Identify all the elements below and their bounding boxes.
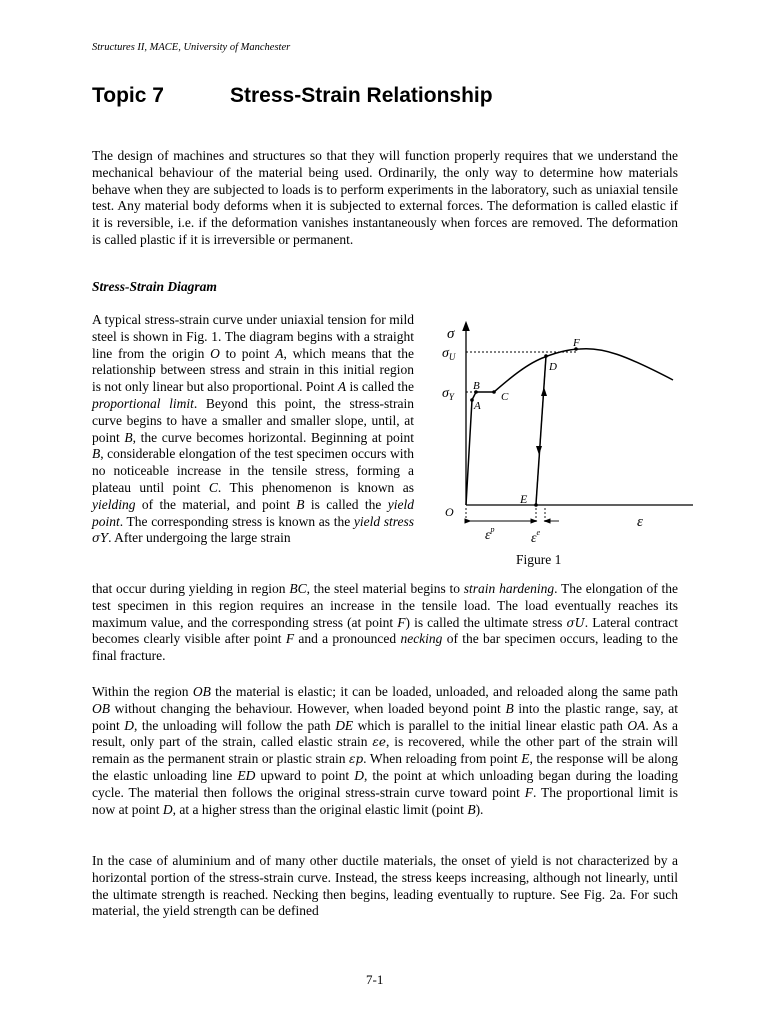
page-title [92,84,493,108]
sigma-u-symbol: σU [566,615,585,630]
label-F: F [573,337,580,349]
label-O: O [445,505,454,519]
stress-strain-diagram [425,318,700,580]
label-A: A [474,400,481,412]
label-C: C [501,391,509,403]
page-number: 7-1 [366,972,384,987]
aluminium-paragraph: In the case of aluminium and of many other ductile materials, the onset of yield is not characterized by a horizontal portion of the stress-strain curve. Instead, the stress keeps increasing, although not linearly, until the ultimate strength is reached. Necking then begins, leading eventually to rupture. See Fig. 2a. For such material, the yield strength can be defined [92,853,678,919]
eps-e-symbol: εe [372,735,386,750]
point-E [534,503,538,507]
stress-strain-curve [466,349,673,505]
wrapped-paragraph: A typical stress-strain curve under uniaxial tension for mild steel is shown in Fig. 1. The diagram begins with a straight line from the origin O to point A, which means that the relationship between stress and strain in this initial region is not only linear but also proportional. Point A is called the proportional limit. Beyond this point, the stress-strain curve begins to have a smaller and smaller slope, until, at point B, the curve becomes horizontal. Beginning at point B, considerable elongation of the test specimen occurs with no noticeable increase in the tensile stress, forming a plateau until point C. This phenomenon is known as yielding of the material, and point B is called the yield point. The corresponding stress is known as the yield stress σY. After undergoing the large strain [92,312,414,546]
epsilon-axis-label: ε [637,514,643,530]
running-header: Structures II, MACE, University of Manchester [92,42,291,53]
label-E: E [520,492,528,506]
sigma-y-label: $\sigma_Y$ [442,386,454,402]
label-B: B [473,380,480,392]
unload-arrow [536,446,542,455]
sigma-u-label: $\sigma_U$ [442,346,456,362]
section-heading: Stress-Strain Diagram [92,279,217,294]
label-D: D [549,361,557,373]
eps-p-label: $\varepsilon^p$ [485,525,495,543]
sigma-y-symbol: σY [92,531,109,546]
reload-arrow [541,387,547,396]
point-D [544,354,548,358]
topic-title: Stress-Strain Relationship [230,84,493,107]
reloading-line [536,356,546,504]
eps-e-label: $\varepsilon^e$ [531,528,541,546]
point-C [492,390,496,394]
continued-paragraph: that occur during yielding in region BC, the steel material begins to strain hardening. The elongation of the test specimen in this region requires an increase in the tensile load. The load eventually reaches its maximum value, and the corresponding stress (at point F) is called the ultimate stress σU. Lateral contract becomes clearly visible after point F and a pronounced necking of the bar specimen occurs, leading to the final fracture. [92,581,679,664]
stress-strain-figure [425,318,700,580]
figure-caption: Figure 1 [516,552,562,567]
intro-paragraph: The design of machines and structures so that they will function properly requires that we understand the mechanical behaviour of the material being used. Ordinarily, the only way to determine how materials behave when they are subjected to loads is to perform experiments in the laboratory, such as uniaxial tensile test. Any material body deforms when it is subjected to external forces. The deformation is called elastic if it is reversible, i.e. if the deformation vanishes instantaneously when forces are removed. The deformation is called plastic if it is irreversible or permanent. [92,148,678,247]
elastic-region-paragraph: Within the region OB the material is elastic; it can be loaded, unloaded, and reloaded along the same path OB without changing the behaviour. However, when loaded beyond point B into the plastic range, say, at point D, the unloading will follow the path DE which is parallel to the initial linear elastic path OA. As a result, only part of the strain, called elastic strain εe, is recovered, while the other part of the strain will remain as the permanent strain or plastic strain εp. When reloading from point E, the response will be along the elastic unloading line ED upward to point D, the point at which unloading began during the loading cycle. The material then follows the original stress-strain curve toward point F. The proportional limit is now at point D, at a higher stress than the original elastic limit (point B). [92,684,679,817]
topic-number: Topic 7 [92,84,164,107]
sigma-axis-label: σ [447,326,455,342]
eps-p-symbol: εp [349,752,364,767]
